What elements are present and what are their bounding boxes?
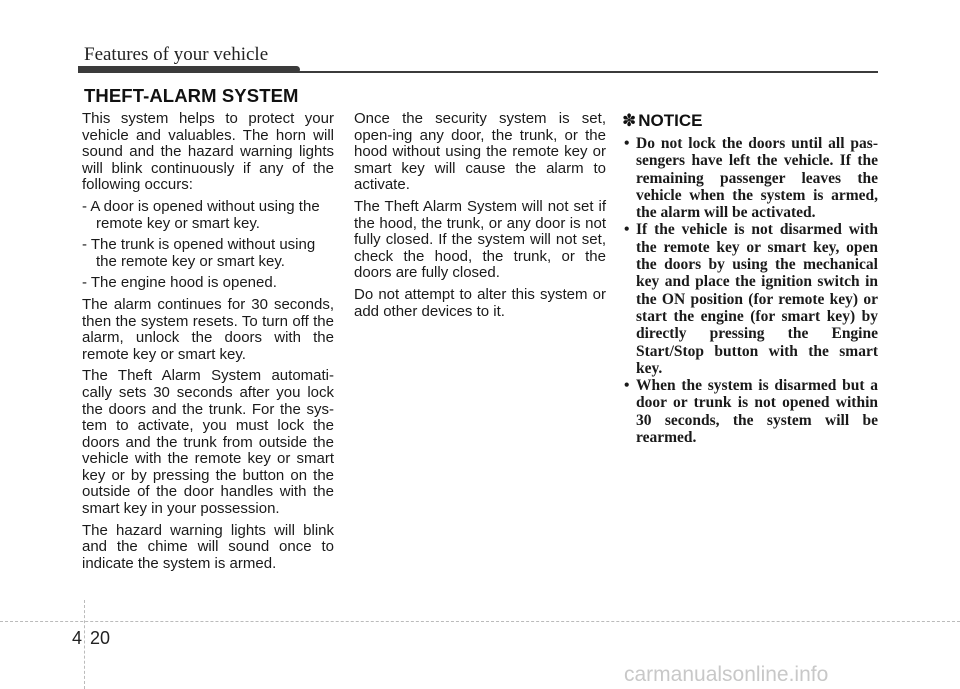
- list-item: - A door is opened without using the remote key or smart key.: [82, 197, 320, 232]
- paragraph-not-set: The Theft Alarm System will not set if the hood, the trunk, or any door is not fully closed. If the system will not set, check the hood, the trunk, or the doors are fully closed.: [354, 197, 606, 282]
- notice-box: [622, 111, 878, 446]
- notice-item: [622, 221, 878, 377]
- header-rule: [78, 71, 878, 73]
- section-number: 4: [72, 628, 83, 648]
- paragraph-auto-arm: The Theft Alarm System automati-cally sets 30 seconds after you lock the doors and the trunk. For the sys-tem to activate, you must lock the doors and the trunk from outside the vehicle with the remote key or smart key or by pressing the button on the outside of the door handles with the smart key in your possession.: [82, 367, 334, 518]
- paragraph-armed-indication: The hazard warning lights will blink and the chime will sound once to indicate the system is armed.: [82, 521, 334, 572]
- footer-rule: [0, 621, 960, 622]
- footer-divider: [84, 600, 85, 689]
- notice-item: [622, 377, 878, 446]
- bullet-icon: •: [624, 377, 630, 395]
- notice-heading-label: NOTICE: [638, 111, 703, 130]
- watermark: carmanualsonline.info: [624, 663, 829, 686]
- paragraph-alarm-duration: The alarm continues for 30 seconds, then the system resets. To turn off the alarm, unlock the doors with the remote key or smart key.: [82, 295, 334, 363]
- bullet-icon: •: [624, 135, 630, 152]
- paragraph-activation: Once the security system is set, open-ing any door, the trunk, or the hood without using the remote key or smart key will cause the alarm to activate.: [354, 110, 606, 194]
- header-title: Features of your vehicle: [84, 44, 269, 65]
- middle-column: [354, 111, 606, 325]
- left-column: [82, 111, 334, 577]
- paragraph-do-not-alter: Do not attempt to alter this system or add other devices to it.: [354, 285, 606, 320]
- page-number: 20: [90, 628, 111, 648]
- notice-item-text: Do not lock the doors until all pas-sengers have left the vehicle. If the remaining passenger leaves the vehicle when the system is armed, the alarm will be activated.: [636, 135, 878, 222]
- bullet-icon: •: [624, 221, 630, 239]
- notice-item: [622, 135, 878, 221]
- notice-heading: [622, 111, 878, 131]
- paragraph-intro: This system helps to protect your vehicle and valuables. The horn will sound and the hazard warning lights will blink continuously if any of the following occurs:: [82, 110, 334, 194]
- list-item: - The engine hood is opened.: [82, 274, 277, 292]
- section-title: THEFT-ALARM SYSTEM: [84, 85, 299, 106]
- notice-item-text: When the system is disarmed but a door or trunk is not opened within 30 seconds, the system will be rearmed.: [636, 377, 878, 447]
- list-item: - The trunk is opened without using the remote key or smart key.: [82, 236, 316, 270]
- asterisk-icon: ✽: [622, 111, 637, 130]
- notice-list: [622, 135, 878, 446]
- notice-item-text: If the vehicle is not disarmed with the remote key or smart key, open the doors by using the mechanical key and place the ignition switch in the ON position (for remote key) or start the engine (for smart key) by directly pressing the Engine Start/Stop button with the smart key.: [636, 221, 878, 377]
